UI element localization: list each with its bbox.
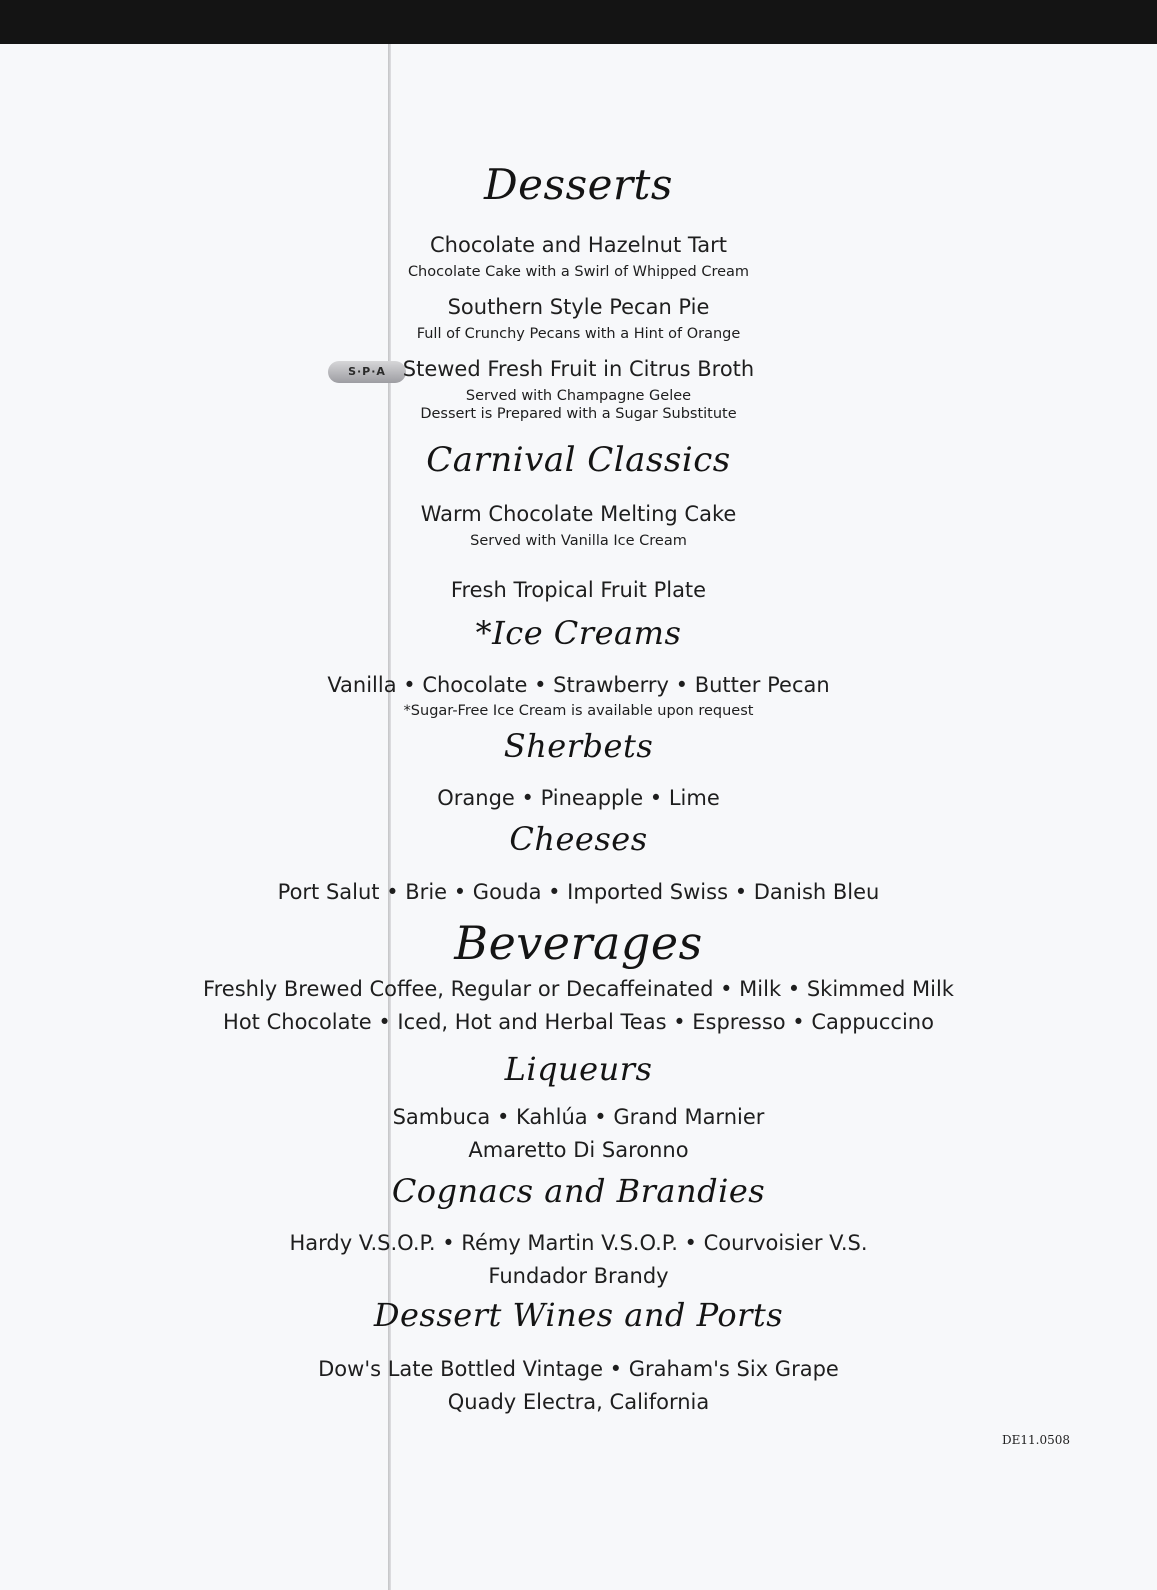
spa-badge-icon: S·P·A <box>328 361 406 383</box>
cognac-line: Hardy V.S.O.P. • Rémy Martin V.S.O.P. • Courvoisier V.S. <box>289 1231 868 1255</box>
dessert-item-name: Stewed Fresh Fruit in Citrus Broth <box>402 357 755 381</box>
wine-line: Quady Electra, California <box>447 1390 710 1414</box>
section-title-liqueurs: Liqueurs <box>504 1050 653 1088</box>
section-title-sherbets: Sherbets <box>503 727 654 765</box>
section-title-desserts: Desserts <box>483 160 673 209</box>
section-title-carnival-classics: Carnival Classics <box>426 440 731 480</box>
liqueur-line: Amaretto Di Saronno <box>468 1138 689 1162</box>
section-title-dessert-wines: Dessert Wines and Ports <box>373 1296 784 1334</box>
classic-item-name: Fresh Tropical Fruit Plate <box>450 578 707 602</box>
section-title-cognacs-brandies: Cognacs and Brandies <box>391 1172 766 1210</box>
beverage-line: Hot Chocolate • Iced, Hot and Herbal Teas • Espresso • Cappuccino <box>223 1010 934 1034</box>
menu-code: DE11.0508 <box>1002 1433 1071 1447</box>
cheese-list: Port Salut • Brie • Gouda • Imported Swiss • Danish Bleu <box>277 880 880 904</box>
cognac-line: Fundador Brandy <box>488 1264 669 1288</box>
ice-cream-note: *Sugar-Free Ice Cream is available upon request <box>403 703 754 719</box>
beverage-line: Freshly Brewed Coffee, Regular or Decaffeinated • Milk • Skimmed Milk <box>203 977 954 1001</box>
dessert-item-desc: Full of Crunchy Pecans with a Hint of Orange <box>416 326 741 342</box>
dessert-item-desc: Chocolate Cake with a Swirl of Whipped Cream <box>407 264 750 280</box>
dessert-item-note: Dessert is Prepared with a Sugar Substitute <box>420 406 737 422</box>
dessert-item-name: Chocolate and Hazelnut Tart <box>430 233 727 257</box>
section-title-ice-creams: *Ice Creams <box>475 614 682 652</box>
ice-cream-flavors: Vanilla • Chocolate • Strawberry • Butter Pecan <box>327 673 830 697</box>
section-title-beverages: Beverages <box>454 916 703 970</box>
classic-item-desc: Served with Vanilla Ice Cream <box>470 533 687 549</box>
section-title-cheeses: Cheeses <box>509 820 648 858</box>
wine-line: Dow's Late Bottled Vintage • Graham's Six Grape <box>318 1357 839 1381</box>
liqueur-line: Sambuca • Kahlúa • Grand Marnier <box>392 1105 765 1129</box>
sherbet-flavors: Orange • Pineapple • Lime <box>437 786 720 810</box>
classic-item-name: Warm Chocolate Melting Cake <box>420 502 737 526</box>
dessert-item-desc: Served with Champagne Gelee <box>465 388 692 404</box>
dessert-item-name: Southern Style Pecan Pie <box>447 295 710 319</box>
